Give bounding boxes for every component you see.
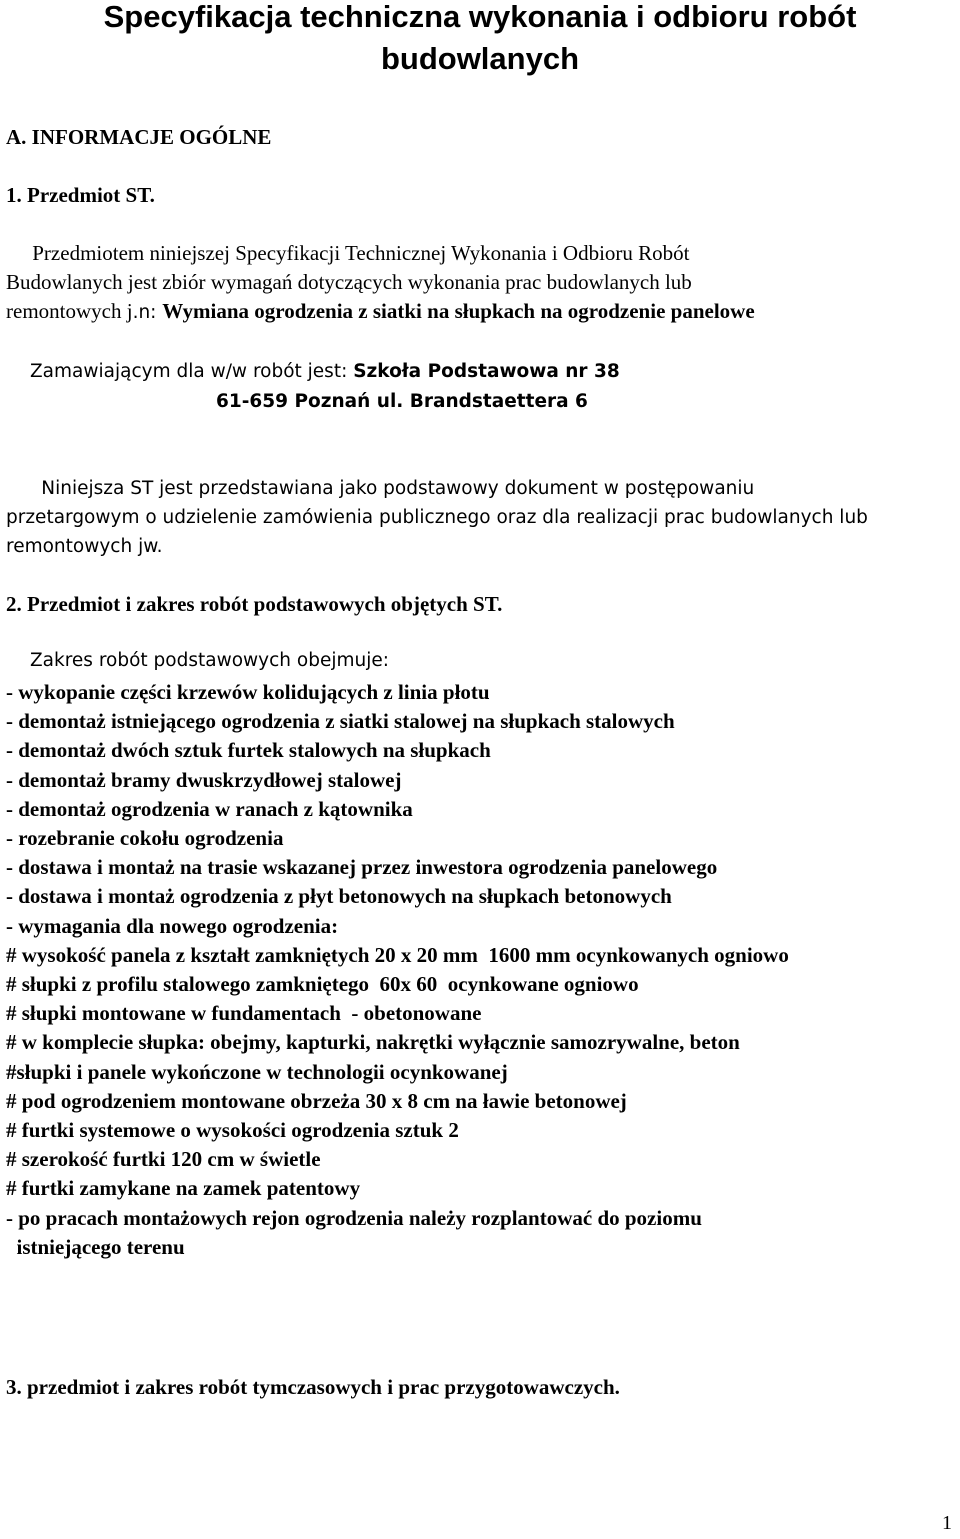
title-line-2: budowlanych <box>380 41 580 76</box>
scope-item: - rozebranie cokołu ogrodzenia <box>6 826 284 851</box>
client-name: Szkoła Podstawowa nr 38 <box>353 361 620 382</box>
intro-line-2: Budowlanych jest zbiór wymagań dotyczących wykonania prac budowlanych lub <box>6 270 692 294</box>
niniejsza-paragraph <box>6 474 868 561</box>
scope-item: - dostawa i montaż ogrodzenia z płyt betonowych na słupkach betonowych <box>6 884 672 909</box>
scope-item: - po pracach montażowych rejon ogrodzenia należy rozplantować do poziomu <box>6 1205 702 1230</box>
section-1-heading: 1. Przedmiot ST. <box>6 183 155 207</box>
intro-paragraph <box>6 239 755 327</box>
scope-item: istniejącego terenu <box>6 1234 185 1259</box>
document-title <box>30 0 930 80</box>
scope-item: # wysokość panela z kształt zamkniętych 20 x 20 mm 1600 mm ocynkowanych ogniowo <box>6 942 789 967</box>
client-label: Zamawiającym dla w/w robót jest: <box>30 361 354 382</box>
scope-item: # w komplecie słupka: obejmy, kapturki, nakrętki wyłącznie samozrywalne, beton <box>6 1030 740 1055</box>
scope-item: # pod ogrodzeniem montowane obrzeża 30 x 8 cm na ławie betonowej <box>6 1088 627 1113</box>
intro-line-3: remontowych j.n: Wymiana ogrodzenia z siatki na słupkach na ogrodzenie panelowe <box>6 299 755 323</box>
scope-item: - wykopanie części krzewów kolidujących z linia płotu <box>6 680 490 704</box>
scope-item: # furtki systemowe o wysokości ogrodzenia sztuk 2 <box>6 1118 459 1143</box>
scope-list <box>6 678 789 1262</box>
section-3-heading: 3. przedmiot i zakres robót tymczasowych i prac przygotowawczych. <box>6 1375 620 1399</box>
section-2-heading: 2. Przedmiot i zakres robót podstawowych objętych ST. <box>6 592 503 616</box>
scope-item: - demontaż dwóch sztuk furtek stalowych na słupkach <box>6 738 491 763</box>
project-name: Wymiana ogrodzenia z siatki na słupkach na ogrodzenie panelowe <box>162 299 755 323</box>
niniejsza-line-1: Niniejsza ST jest przedstawiana jako podstawowy dokument w postępowaniu <box>41 478 755 499</box>
title-line-1: Specyfikacja techniczna wykonania i odbioru robót <box>103 0 857 34</box>
scope-item: # furtki zamykane na zamek patentowy <box>6 1176 361 1201</box>
scope-item: #słupki i panele wykończone w technologii ocynkowanej <box>6 1059 508 1084</box>
scope-item: - demontaż istniejącego ogrodzenia z siatki stalowej na słupkach stalowych <box>6 709 675 734</box>
client-address: 61-659 Poznań ul. Brandstaettera 6 <box>216 391 588 412</box>
scope-item: # słupki z profilu stalowego zamkniętego 60x 60 ocynkowane ogniowo <box>6 972 639 997</box>
scope-intro: Zakres robót podstawowych obejmuje: <box>30 650 389 671</box>
scope-item: - demontaż ogrodzenia w ranach z kątownika <box>6 796 413 821</box>
scope-item: # słupki montowane w fundamentach - obetonowane <box>6 1001 482 1026</box>
scope-item: - wymagania dla nowego ogrodzenia: <box>6 913 339 938</box>
intro-line-1: Przedmiotem niniejszej Specyfikacji Technicznej Wykonania i Odbioru Robót <box>32 241 690 265</box>
client-info <box>30 357 620 416</box>
section-a-heading: A. INFORMACJE OGÓLNE <box>6 125 272 149</box>
page-number: 1 <box>942 1512 952 1534</box>
niniejsza-line-3: remontowych jw. <box>6 536 163 557</box>
scope-item: - demontaż bramy dwuskrzydłowej stalowej <box>6 767 402 792</box>
scope-item: # szerokość furtki 120 cm w świetle <box>6 1147 321 1172</box>
niniejsza-line-2: przetargowym o udzielenie zamówienia publicznego oraz dla realizacji prac budowlanych lub <box>6 507 868 528</box>
scope-item: - dostawa i montaż na trasie wskazanej przez inwestora ogrodzenia panelowego <box>6 855 718 880</box>
